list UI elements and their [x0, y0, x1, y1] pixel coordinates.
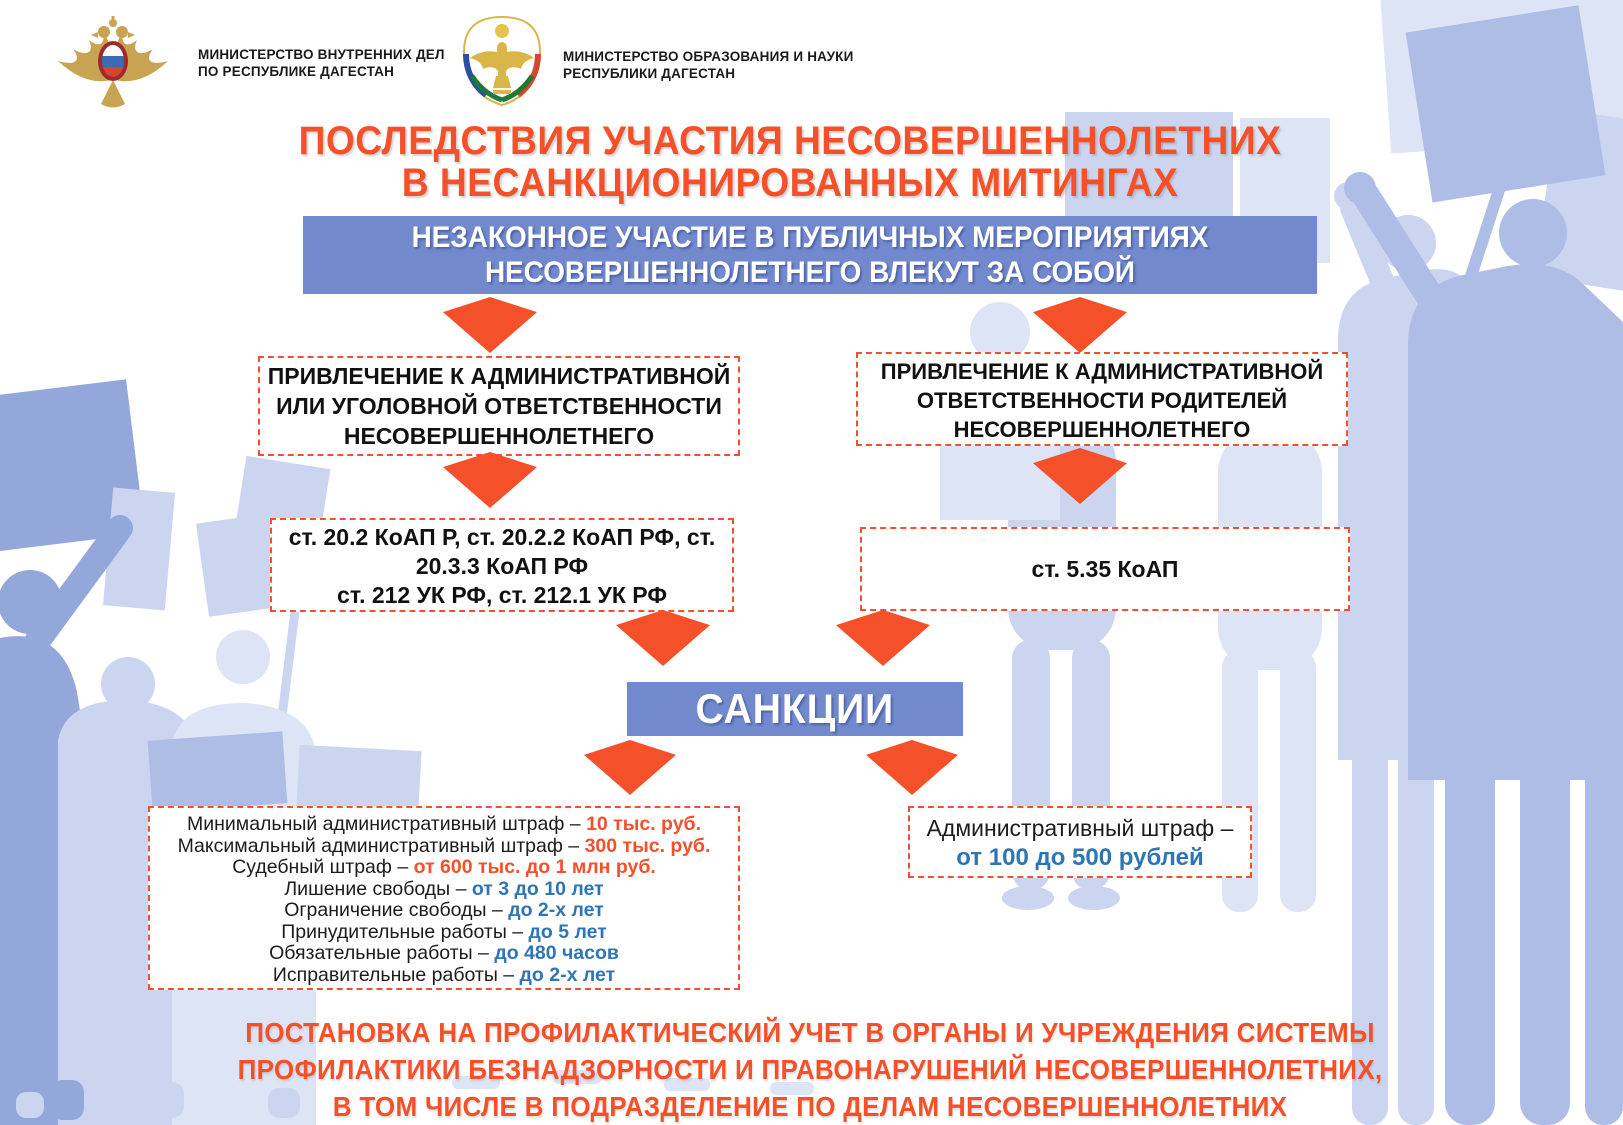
parents-sanction-box — [908, 806, 1252, 878]
minor-articles-line3: ст. 212 УК РФ, ст. 212.1 УК РФ — [337, 582, 667, 608]
minor-articles-box — [270, 518, 734, 612]
minor-liability-line3: НЕСОВЕРШЕННОЛЕТНЕГО — [343, 423, 655, 449]
footer-line3: В ТОМ ЧИСЛЕ В ПОДРАЗДЕЛЕНИЕ ПО ДЕЛАМ НЕСОВЕРШЕННОЛЕТНИХ — [332, 1091, 1288, 1122]
parents-fine-value: от 100 до 500 рублей — [956, 844, 1204, 871]
sanction-list-item: Принудительные работы – до 5 лет — [281, 920, 607, 943]
sanction-list-item: Максимальный административный штраф – 300 тыс. руб. — [177, 834, 711, 857]
minor-articles-line1: ст. 20.2 КоАП Р, ст. 20.2.2 КоАП РФ, ст. — [288, 524, 716, 550]
footer-note — [196, 1014, 1424, 1125]
parents-articles-box — [860, 527, 1350, 611]
mvd-emblem — [52, 16, 174, 112]
education-ministry-line1: МИНИСТЕРСТВО ОБРАЗОВАНИЯ И НАУКИ — [563, 49, 854, 64]
parents-liability-box — [856, 352, 1348, 446]
mvd-ministry-label — [198, 46, 445, 80]
parents-liability-line3: НЕСОВЕРШЕННОЛЕТНЕГО — [953, 417, 1251, 442]
minor-liability-box — [258, 356, 740, 456]
lead-banner-line1: НЕЗАКОННОЕ УЧАСТИЕ В ПУБЛИЧНЫХ МЕРОПРИЯТИЯХ — [411, 221, 1209, 254]
sanction-list-item: Минимальный административный штраф – 10 тыс. руб. — [186, 813, 702, 835]
sanctions-banner — [627, 682, 963, 736]
sanction-list-item: Ограничение свободы – до 2-х лет — [284, 899, 604, 921]
poster-title-line1: ПОСЛЕДСТВИЯ УЧАСТИЯ НЕСОВЕРШЕННОЛЕТНИХ — [298, 119, 1282, 163]
lead-banner-line2: НЕСОВЕРШЕННОЛЕТНЕГО ВЛЕКУТ ЗА СОБОЙ — [485, 256, 1135, 289]
parents-liability-line2: ОТВЕТСТВЕННОСТИ РОДИТЕЛЕЙ — [916, 388, 1288, 413]
education-ministry-label — [563, 48, 854, 82]
lead-banner — [303, 216, 1317, 294]
minor-liability-line1: ПРИВЛЕЧЕНИЕ К АДМИНИСТРАТИВНОЙ — [267, 363, 731, 389]
sanctions-banner-label: САНКЦИИ — [695, 685, 895, 732]
mvd-ministry-line2: ПО РЕСПУБЛИКЕ ДАГЕСТАН — [198, 64, 395, 79]
parents-fine-label: Административный штраф – — [926, 815, 1234, 841]
sanction-list-item: Лишение свободы – от 3 до 10 лет — [284, 877, 604, 900]
parents-liability-line1: ПРИВЛЕЧЕНИЕ К АДМИНИСТРАТИВНОЙ — [880, 359, 1324, 384]
sanction-list-item: Исправительные работы – до 2-х лет — [272, 963, 616, 986]
poster-title — [195, 120, 1385, 204]
mvd-ministry-line1: МИНИСТЕРСТВО ВНУТРЕННИХ ДЕЛ — [198, 47, 445, 62]
footer-line1: ПОСТАНОВКА НА ПРОФИЛАКТИЧЕСКИЙ УЧЕТ В ОРГАНЫ И УЧРЕЖДЕНИЯ СИСТЕМЫ — [245, 1017, 1375, 1048]
minor-articles-line2: 20.3.3 КоАП РФ — [415, 553, 589, 579]
education-ministry-line2: РЕСПУБЛИКИ ДАГЕСТАН — [563, 66, 736, 81]
poster-title-line2: В НЕСАНКЦИОНИРОВАННЫХ МИТИНГАХ — [401, 161, 1179, 205]
minor-sanctions-box — [148, 806, 740, 990]
sanction-list-item: Судебный штраф – от 600 тыс. до 1 млн руб. — [232, 856, 656, 878]
parents-articles-line1: ст. 5.35 КоАП — [1031, 555, 1179, 582]
minor-liability-line2: ИЛИ УГОЛОВНОЙ ОТВЕТСТВЕННОСТИ — [276, 393, 722, 419]
sanction-list-item: Обязательные работы – до 480 часов — [269, 942, 619, 964]
footer-line2: ПРОФИЛАКТИКИ БЕЗНАДЗОРНОСТИ И ПРАВОНАРУШЕНИЙ НЕСОВЕРШЕННОЛЕТНИХ, — [237, 1054, 1383, 1085]
dagestan-coat-of-arms — [460, 14, 544, 108]
